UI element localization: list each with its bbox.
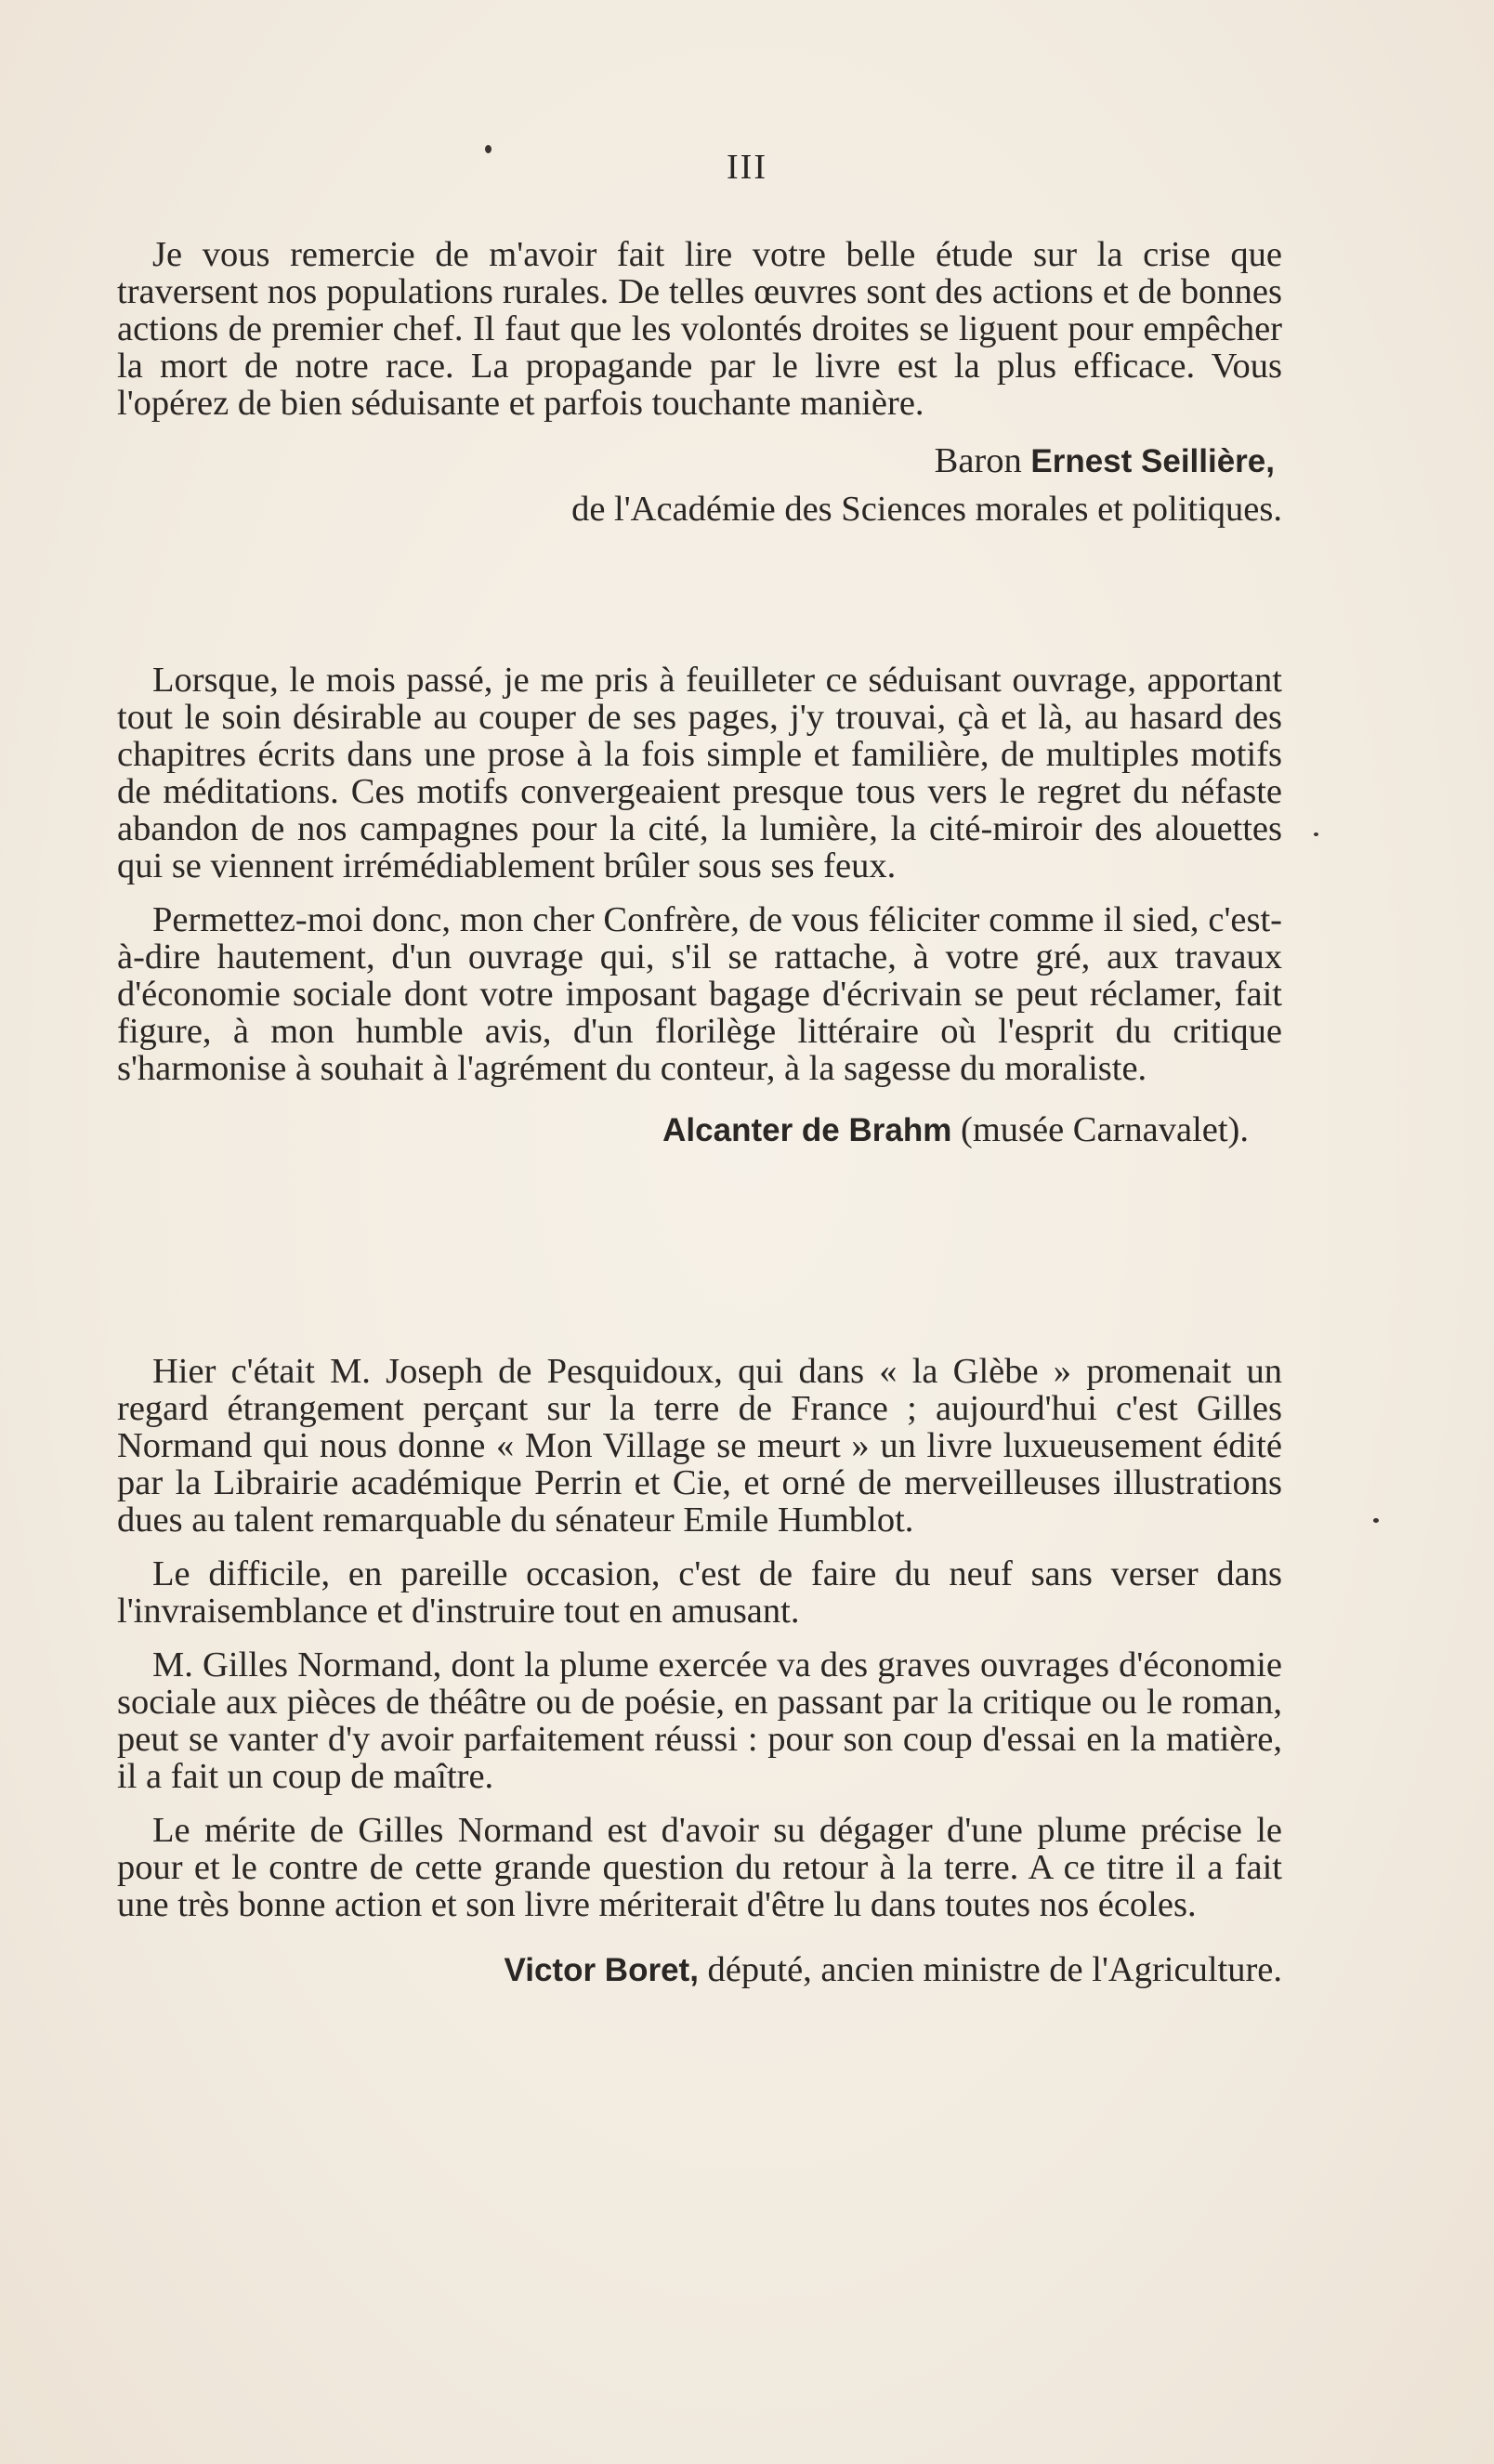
signature-author: Alcanter de Brahm xyxy=(662,1112,952,1148)
testimonial-paragraph: Je vous remercie de m'avoir fait lire votre belle étude sur la crise que traversent nos populations rurales. De telles œuvres sont des actions et de bonnes actions de premier chef. Il faut que les volontés droites se liguent pour empêcher la mort de notre race. La propagande par le livre est la plus efficace. Vous l'opérez de bien séduisante et parfois touchante manière. xyxy=(117,235,1282,423)
testimonial-paragraph: Permettez-moi donc, mon cher Confrère, de vous féliciter comme il sied, c'est-à-dire hautement, d'un ouvrage qui, s'il se rattache, à votre gré, aux travaux d'économie sociale dont votre imposant bagage d'écrivain se peut réclamer, fait figure, à mon humble avis, d'un florilège littéraire où l'esprit du critique s'harmonise à souhait à l'agrément du conteur, à la sagesse du moraliste. xyxy=(117,900,1282,1088)
signature-author: Ernest Seillière, xyxy=(1030,443,1275,479)
testimonial-boret xyxy=(117,1353,1282,1993)
testimonial-brahm xyxy=(117,662,1282,1153)
signature-affiliation: (musée Carnavalet). xyxy=(951,1110,1249,1149)
ink-speck xyxy=(1373,1518,1379,1523)
signature-line xyxy=(117,1107,1282,1153)
testimonial-paragraph: Lorsque, le mois passé, je me pris à feuilleter ce séduisant ouvrage, apportant tout le soin désirable au couper de ses pages, j'y trouvai, çà et là, au hasard des chapitres écrits dans une prose à la fois simple et familière, de multiples motifs de méditations. Ces motifs convergeaient presque tous vers le regret du néfaste abandon de nos campagnes pour la cité, la lumière, la cité-miroir des alouettes qui se viennent irrémédiablement brûler sous ses feux. xyxy=(117,661,1282,885)
testimonial-paragraph: Le difficile, en pareille occasion, c'est de faire du neuf sans verser dans l'invraisemblance et d'instruire tout en amusant. xyxy=(117,1554,1282,1631)
testimonial-paragraph: M. Gilles Normand, dont la plume exercée va des graves ouvrages d'économie sociale aux pièces de théâtre ou de poésie, en passant par la critique ou le roman, peut se vanter d'y avoir parfaitement réussi : pour son coup d'essai en la matière, il a fait un coup de maître. xyxy=(117,1645,1282,1796)
testimonial-paragraph: Hier c'était M. Joseph de Pesquidoux, qui dans « la Glèbe » promenait un regard étrangement perçant sur la terre de France ; aujourd'hui c'est Gilles Normand qui nous donne « Mon Village se meurt » un livre luxueusement édité par la Librairie académique Perrin et Cie, et orné de merveilleuses illustrations dues au talent remarquable du sénateur Emile Humblot. xyxy=(117,1352,1282,1540)
signature-affiliation: député, ancien ministre de l'Agriculture. xyxy=(698,1950,1282,1989)
testimonial-seilliere xyxy=(117,236,1282,534)
signature-line xyxy=(117,1947,1282,1993)
testimonial-paragraph: Le mérite de Gilles Normand est d'avoir su dégager d'une plume précise le pour et le contre de cette grande question du retour à la terre. A ce titre il a fait une très bonne action et son livre mériterait d'être lu dans toutes nos écoles. xyxy=(117,1811,1282,1924)
signature-name xyxy=(117,439,1282,484)
ink-speck xyxy=(1314,832,1318,836)
signature-title: Baron xyxy=(934,441,1031,480)
signature-affiliation: de l'Académie des Sciences morales et politiques. xyxy=(571,490,1282,529)
page-number: III xyxy=(727,148,767,187)
signature-author: Victor Boret, xyxy=(504,1952,699,1988)
